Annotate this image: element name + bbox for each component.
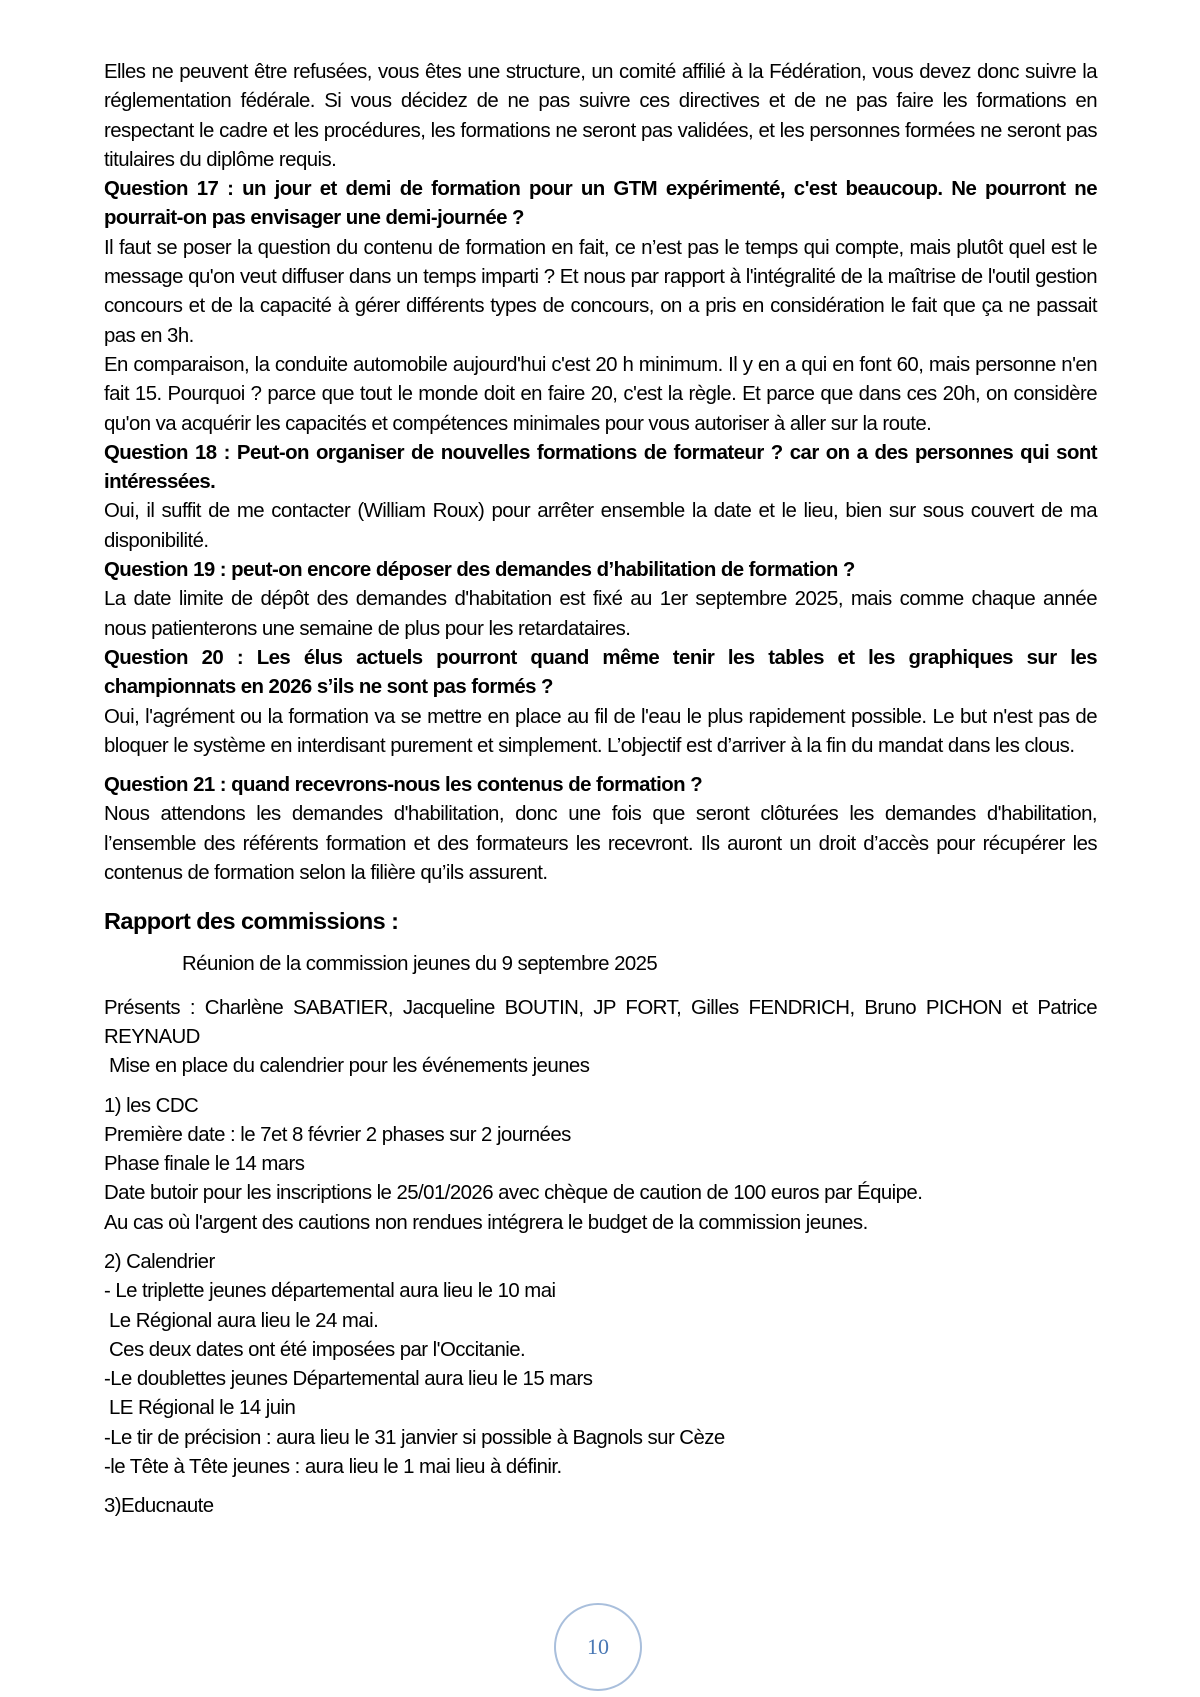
intro-paragraph: Elles ne peuvent être refusées, vous êtes une structure, un comité affilié à la Fédération, vous devez donc suivre la réglementation fédérale. Si vous décidez de ne pas suivre ces directives et de ne pas faire les formations en respectant le cadre et les procédures, les formations ne seront pas validées, et les personnes formées ne seront pas titulaires du diplôme requis. [104,61,1097,171]
cdc-section [104,1092,1097,1238]
question-17: Question 17 : un jour et demi de formation pour un GTM expérimenté, c'est beaucoup. Ne pourront ne pourrait-on pas envisager une demi-journée ? [104,178,1097,230]
calendrier-section [104,1248,1097,1482]
calendrier-line: Ces deux dates ont été imposées par l'Occitanie. [109,1338,526,1361]
educnaute-section [104,1492,1097,1521]
calendrier-line: -Le doublettes jeunes Départemental aura lieu le 15 mars [104,1368,593,1391]
commissions-heading: Rapport des commissions : [104,908,399,935]
calendrier-line: Le Régional aura lieu le 24 mai. [109,1309,379,1332]
page-number-badge [554,1603,642,1691]
cdc-title: 1) les CDC [104,1094,199,1117]
document-page [104,58,1097,1522]
question-18: Question 18 : Peut-on organiser de nouvelles formations de formateur ? car on a des personnes qui sont intéressées. [104,441,1097,494]
cdc-line: Au cas où l'argent des cautions non rendues intégrera le budget de la commission jeunes. [104,1211,868,1234]
answer-18: Oui, il suffit de me contacter (William Roux) pour arrêter ensemble la date et le lieu, bien sur sous couvert de ma disponibilité. [104,500,1097,552]
cdc-line: Date butoir pour les inscriptions le 25/01/2026 avec chèque de caution de 100 euros par Équipe. [104,1182,923,1205]
attendees: Présents : Charlène SABATIER, Jacqueline BOUTIN, JP FORT, Gilles FENDRICH, Bruno PICHON et Patrice REYNAUD [104,996,1097,1048]
agenda-line: Mise en place du calendrier pour les événements jeunes [109,1055,590,1078]
question-19: Question 19 : peut-on encore déposer des demandes d’habilitation de formation ? [104,559,855,582]
answer-21: Nous attendons les demandes d'habilitation, donc une fois que seront clôturées les demandes d'habilitation, l’ensemble des référents formation et des formateurs les recevront. Ils auront un droit d’accès pour récupérer les contenus de formation selon la filière qu’ils assurent. [104,803,1097,885]
cdc-line: Phase finale le 14 mars [104,1153,305,1176]
meeting-title: Réunion de la commission jeunes du 9 septembre 2025 [182,953,658,976]
answer-20: Oui, l'agrément ou la formation va se mettre en place au fil de l'eau le plus rapidement possible. Le but n'est pas de bloquer le système en interdisant purement et simplement. L’objectif est d’arriver à la fin du mandat dans les clous. [104,705,1097,757]
answer-17-part-2: En comparaison, la conduite automobile aujourd'hui c'est 20 h minimum. Il y en a qui en font 60, mais personne n'en fait 15. Pourquoi ? parce que tout le monde doit en faire 20, c'est la règle. Et parce que dans ces 20h, on considère qu'on va acquérir les capacités et compétences minimales pour vous autoriser à aller sur la route. [104,353,1097,435]
educnaute-title: 3)Educnaute [104,1495,214,1518]
calendrier-line: - Le triplette jeunes départemental aura lieu le 10 mai [104,1280,556,1303]
calendrier-title: 2) Calendrier [104,1250,215,1273]
calendrier-line: -Le tir de précision : aura lieu le 31 janvier si possible à Bagnols sur Cèze [104,1426,725,1449]
calendrier-line: LE Régional le 14 juin [109,1397,296,1420]
calendrier-line: -le Tête à Tête jeunes : aura lieu le 1 mai lieu à définir. [104,1456,562,1479]
page-number: 10 [587,1634,609,1659]
cdc-line: Première date : le 7et 8 février 2 phases sur 2 journées [104,1123,571,1146]
question-20: Question 20 : Les élus actuels pourront quand même tenir les tables et les graphiques sur les championnats en 2026 s’ils ne sont pas formés ? [104,646,1097,699]
answer-19: La date limite de dépôt des demandes d'habitation est fixé au 1er septembre 2025, mais comme chaque année nous patienterons une semaine de plus pour les retardataires. [104,588,1097,640]
answer-17-part-1: Il faut se poser la question du contenu de formation en fait, ce n’est pas le temps qui compte, mais plutôt quel est le message qu'on veut diffuser dans un temps imparti ? Et nous par rapport à l'intégralité de la maîtrise de l'outil gestion concours et de la capacité à gérer différents types de concours, on a pris en considération le fait que ça ne passait pas en 3h. [104,236,1097,347]
question-21: Question 21 : quand recevrons-nous les contenus de formation ? [104,774,703,797]
